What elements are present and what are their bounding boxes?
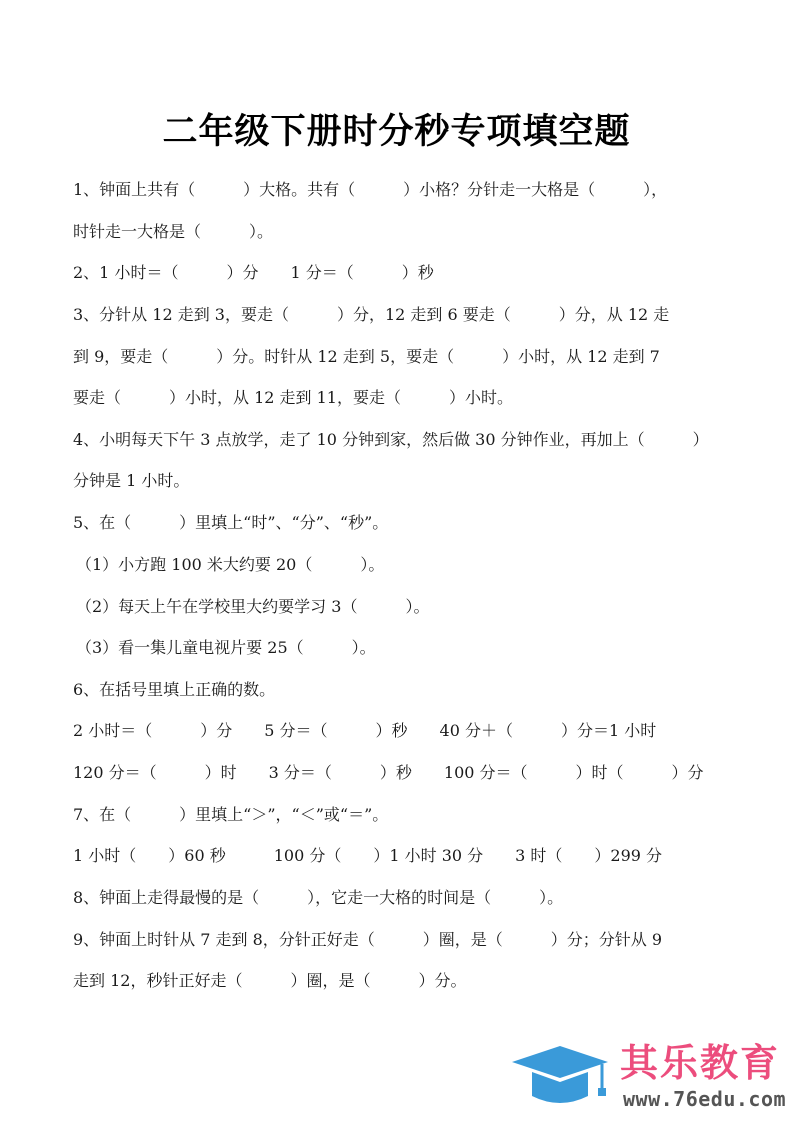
question-5-item-1: （1）小方跑 100 米大约要 20（ ）。 bbox=[76, 555, 385, 574]
graduation-cap-icon bbox=[510, 1044, 610, 1114]
question-1-line-2: 时针走一大格是（ ）。 bbox=[73, 222, 274, 241]
question-6-row-1: 2 小时＝（ ）分 5 分＝（ ）秒 40 分＋（ ）分＝1 小时 bbox=[73, 721, 657, 740]
question-7: 7、在（ ）里填上“＞”，“＜”或“＝”。 bbox=[73, 805, 389, 824]
brand-url: www.76edu.com bbox=[623, 1087, 787, 1111]
question-6: 6、在括号里填上正确的数。 bbox=[73, 680, 276, 699]
question-1-line-1: 1、钟面上共有（ ）大格。共有（ ）小格？分针走一大格是（ ）， bbox=[73, 180, 668, 199]
page-title: 二年级下册时分秒专项填空题 bbox=[162, 112, 631, 152]
question-4-line-1: 4、小明每天下午 3 点放学，走了 10 分钟到家，然后做 30 分钟作业，再加上（ ） bbox=[73, 430, 709, 449]
question-8: 8、钟面上走得最慢的是（ ），它走一大格的时间是（ ）。 bbox=[73, 888, 564, 907]
question-5-item-2: （2）每天上午在学校里大约要学习 3（ ）。 bbox=[76, 597, 430, 616]
question-2: 2、1 小时＝（ ）分 1 分＝（ ）秒 bbox=[73, 263, 434, 282]
question-7-row: 1 小时（ ）60 秒 100 分（ ）1 小时 30 分 3 时（ ）299 分 bbox=[73, 846, 663, 865]
question-3-line-3: 要走（ ）小时，从 12 走到 11，要走（ ）小时。 bbox=[73, 388, 513, 407]
brand-name: 其乐教育 bbox=[620, 1041, 781, 1085]
question-9-line-1: 9、钟面上时针从 7 走到 8，分针正好走（ ）圈，是（ ）分；分针从 9 bbox=[73, 930, 663, 949]
question-9-line-2: 走到 12，秒针正好走（ ）圈，是（ ）分。 bbox=[73, 971, 467, 990]
question-4-line-2: 分钟是 1 小时。 bbox=[73, 471, 190, 490]
brand-logo bbox=[510, 1040, 790, 1116]
question-5-item-3: （3）看一集儿童电视片要 25（ ）。 bbox=[76, 638, 376, 657]
question-5: 5、在（ ）里填上“时”、“分”、“秒”。 bbox=[73, 513, 389, 532]
question-3-line-1: 3、分针从 12 走到 3，要走（ ）分，12 走到 6 要走（ ）分，从 12 走 bbox=[73, 305, 670, 324]
question-3-line-2: 到 9，要走（ ）分。时针从 12 走到 5，要走（ ）小时，从 12 走到 7 bbox=[73, 347, 660, 366]
question-6-row-2: 120 分＝（ ）时 3 分＝（ ）秒 100 分＝（ ）时（ ）分 bbox=[73, 763, 704, 782]
